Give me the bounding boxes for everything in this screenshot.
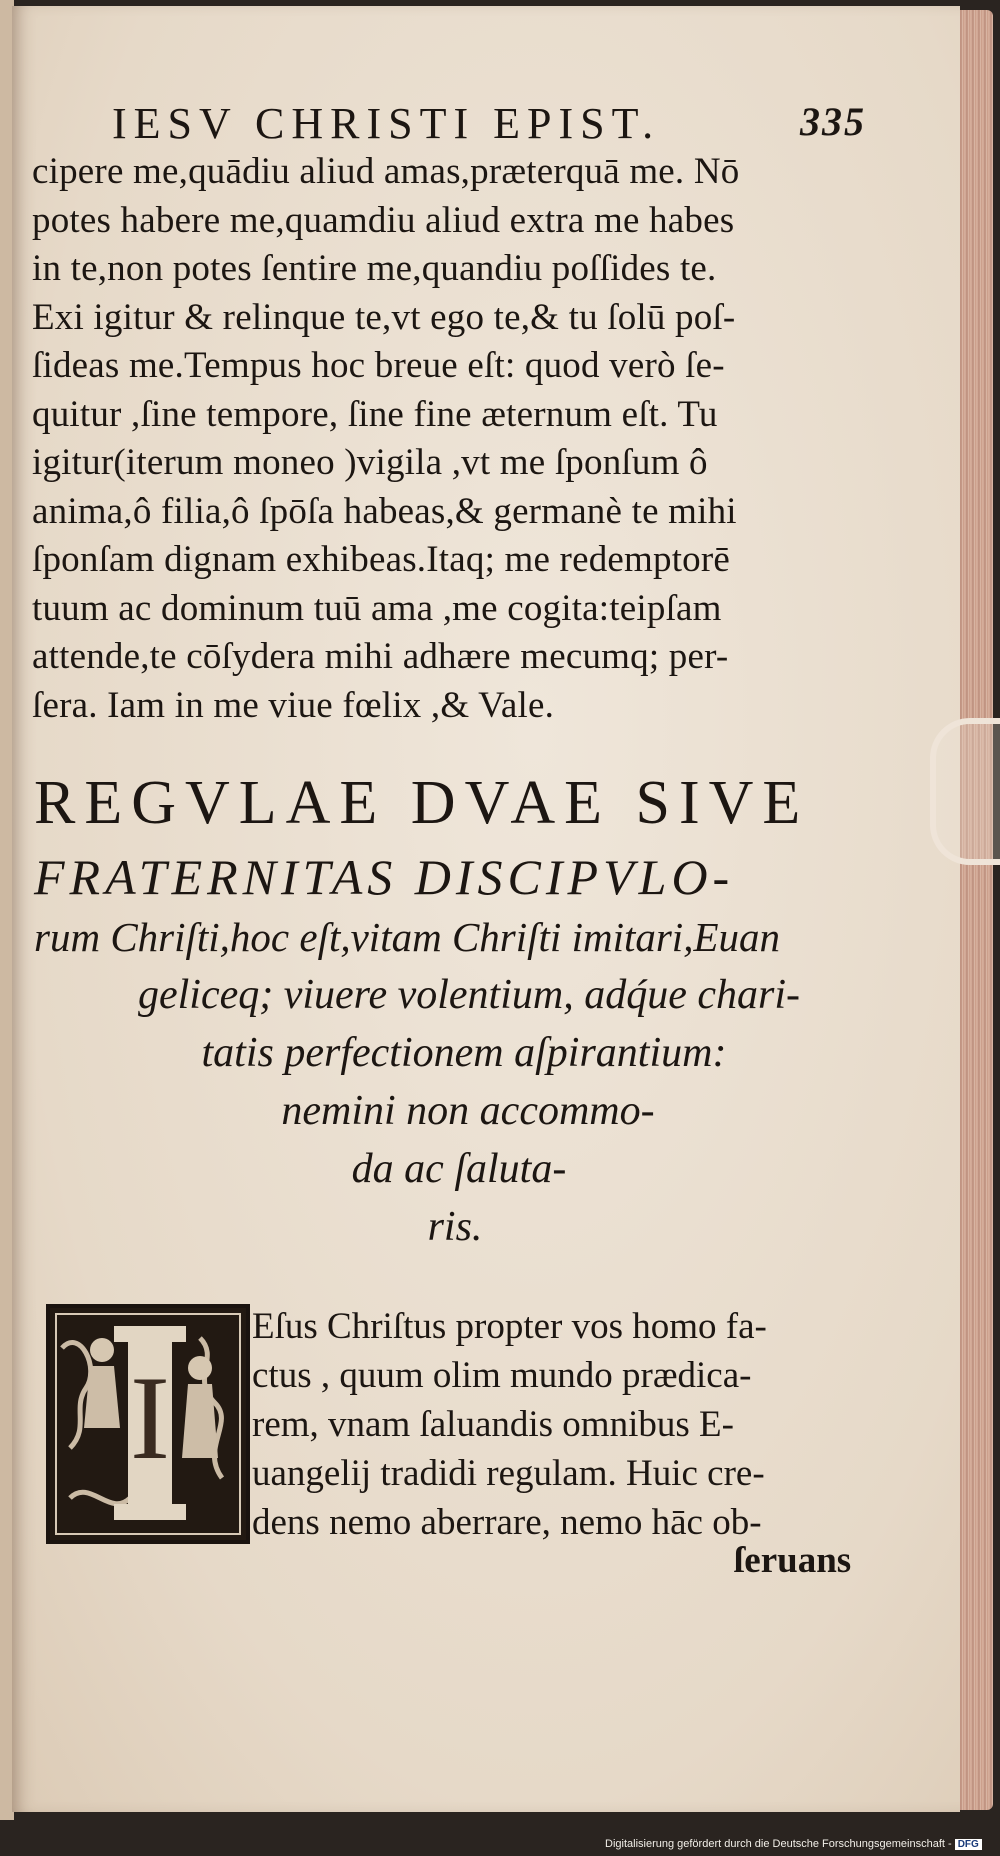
digitization-credit bbox=[605, 1838, 982, 1850]
text-line: Exi igitur & relinque te,vt ego te,& tu ſolū poſ- bbox=[32, 296, 736, 338]
text-line: rem, vnam ſaluandis omnibus E- bbox=[252, 1404, 734, 1445]
heading-subtitle: FRATERNITAS DISCIPVLO- bbox=[34, 849, 735, 905]
text-line: igitur(iterum moneo )vigila ,vt me ſponſum ô bbox=[32, 442, 708, 483]
heading-italic-line: geliceq; viuere volentium, adq́ue chari- bbox=[137, 972, 801, 1018]
text-line: uangelij tradidi regulam. Huic cre- bbox=[252, 1453, 765, 1494]
decorated-initial-graphic bbox=[50, 1308, 246, 1540]
text-line: ſideas me.Tempus hoc breue eſt: quod verò ſe- bbox=[32, 345, 725, 386]
text-line: quitur ,ſine tempore, ſine fine æternum eſt. Tu bbox=[32, 393, 718, 435]
heading-title: REGVLAE DVAE SIVE bbox=[34, 769, 810, 837]
text-line: dens nemo aberrare, nemo hāc ob- bbox=[252, 1502, 762, 1543]
text-line: ctus , quum olim mundo prædica- bbox=[252, 1355, 752, 1396]
text-line: potes habere me,quamdiu aliud extra me habes bbox=[32, 199, 735, 241]
text-line: tuum ac dominum tuū ama ,me cogita:teipſam bbox=[32, 587, 722, 629]
heading-italic-line: ris. bbox=[427, 1204, 483, 1250]
book-clasp bbox=[930, 718, 1000, 865]
text-line: Eſus Chriſtus propter vos homo fa- bbox=[252, 1306, 767, 1347]
text-line: attende,te cōſydera mihi adhære mecumq; per- bbox=[32, 636, 729, 677]
text-line: anima,ô filia,ô ſpōſa habeas,& germanè te mihi bbox=[32, 490, 737, 532]
initial-letter: I bbox=[130, 1351, 170, 1484]
book-page bbox=[12, 6, 960, 1812]
heading-italic-line: da ac ſaluta- bbox=[351, 1146, 567, 1192]
heading-italic-line: rum Chriſti,hoc eſt,vitam Chriſti imitari,Euan bbox=[34, 914, 780, 960]
dfg-logo: DFG bbox=[955, 1839, 982, 1850]
text-line: cipere me,quādiu aliud amas,præterquā me. Nō bbox=[32, 151, 740, 192]
rule-text bbox=[252, 1302, 892, 1547]
folio-number: 335 bbox=[800, 99, 866, 144]
section-heading bbox=[34, 766, 874, 1256]
credit-text: Digitalisierung gefördert durch die Deutsche Forschungsgemeinschaft - bbox=[605, 1838, 952, 1850]
running-head: IESV CHRISTI EPIST. bbox=[112, 99, 661, 148]
epistle-text bbox=[32, 148, 872, 730]
heading-italic-line: nemini non accommo- bbox=[281, 1088, 655, 1134]
catchword: ſeruans bbox=[734, 1540, 852, 1581]
text-line: ſera. Iam in me viue fœlix ,& Vale. bbox=[32, 684, 555, 726]
text-line: ſponſam dignam exhibeas.Itaq; me redemptorē bbox=[32, 539, 731, 580]
decorated-initial bbox=[46, 1304, 250, 1544]
text-line: in te,non potes ſentire me,quandiu poſſides te. bbox=[32, 248, 717, 289]
heading-italic-line: tatis perfectionem aſpirantium: bbox=[201, 1030, 727, 1076]
